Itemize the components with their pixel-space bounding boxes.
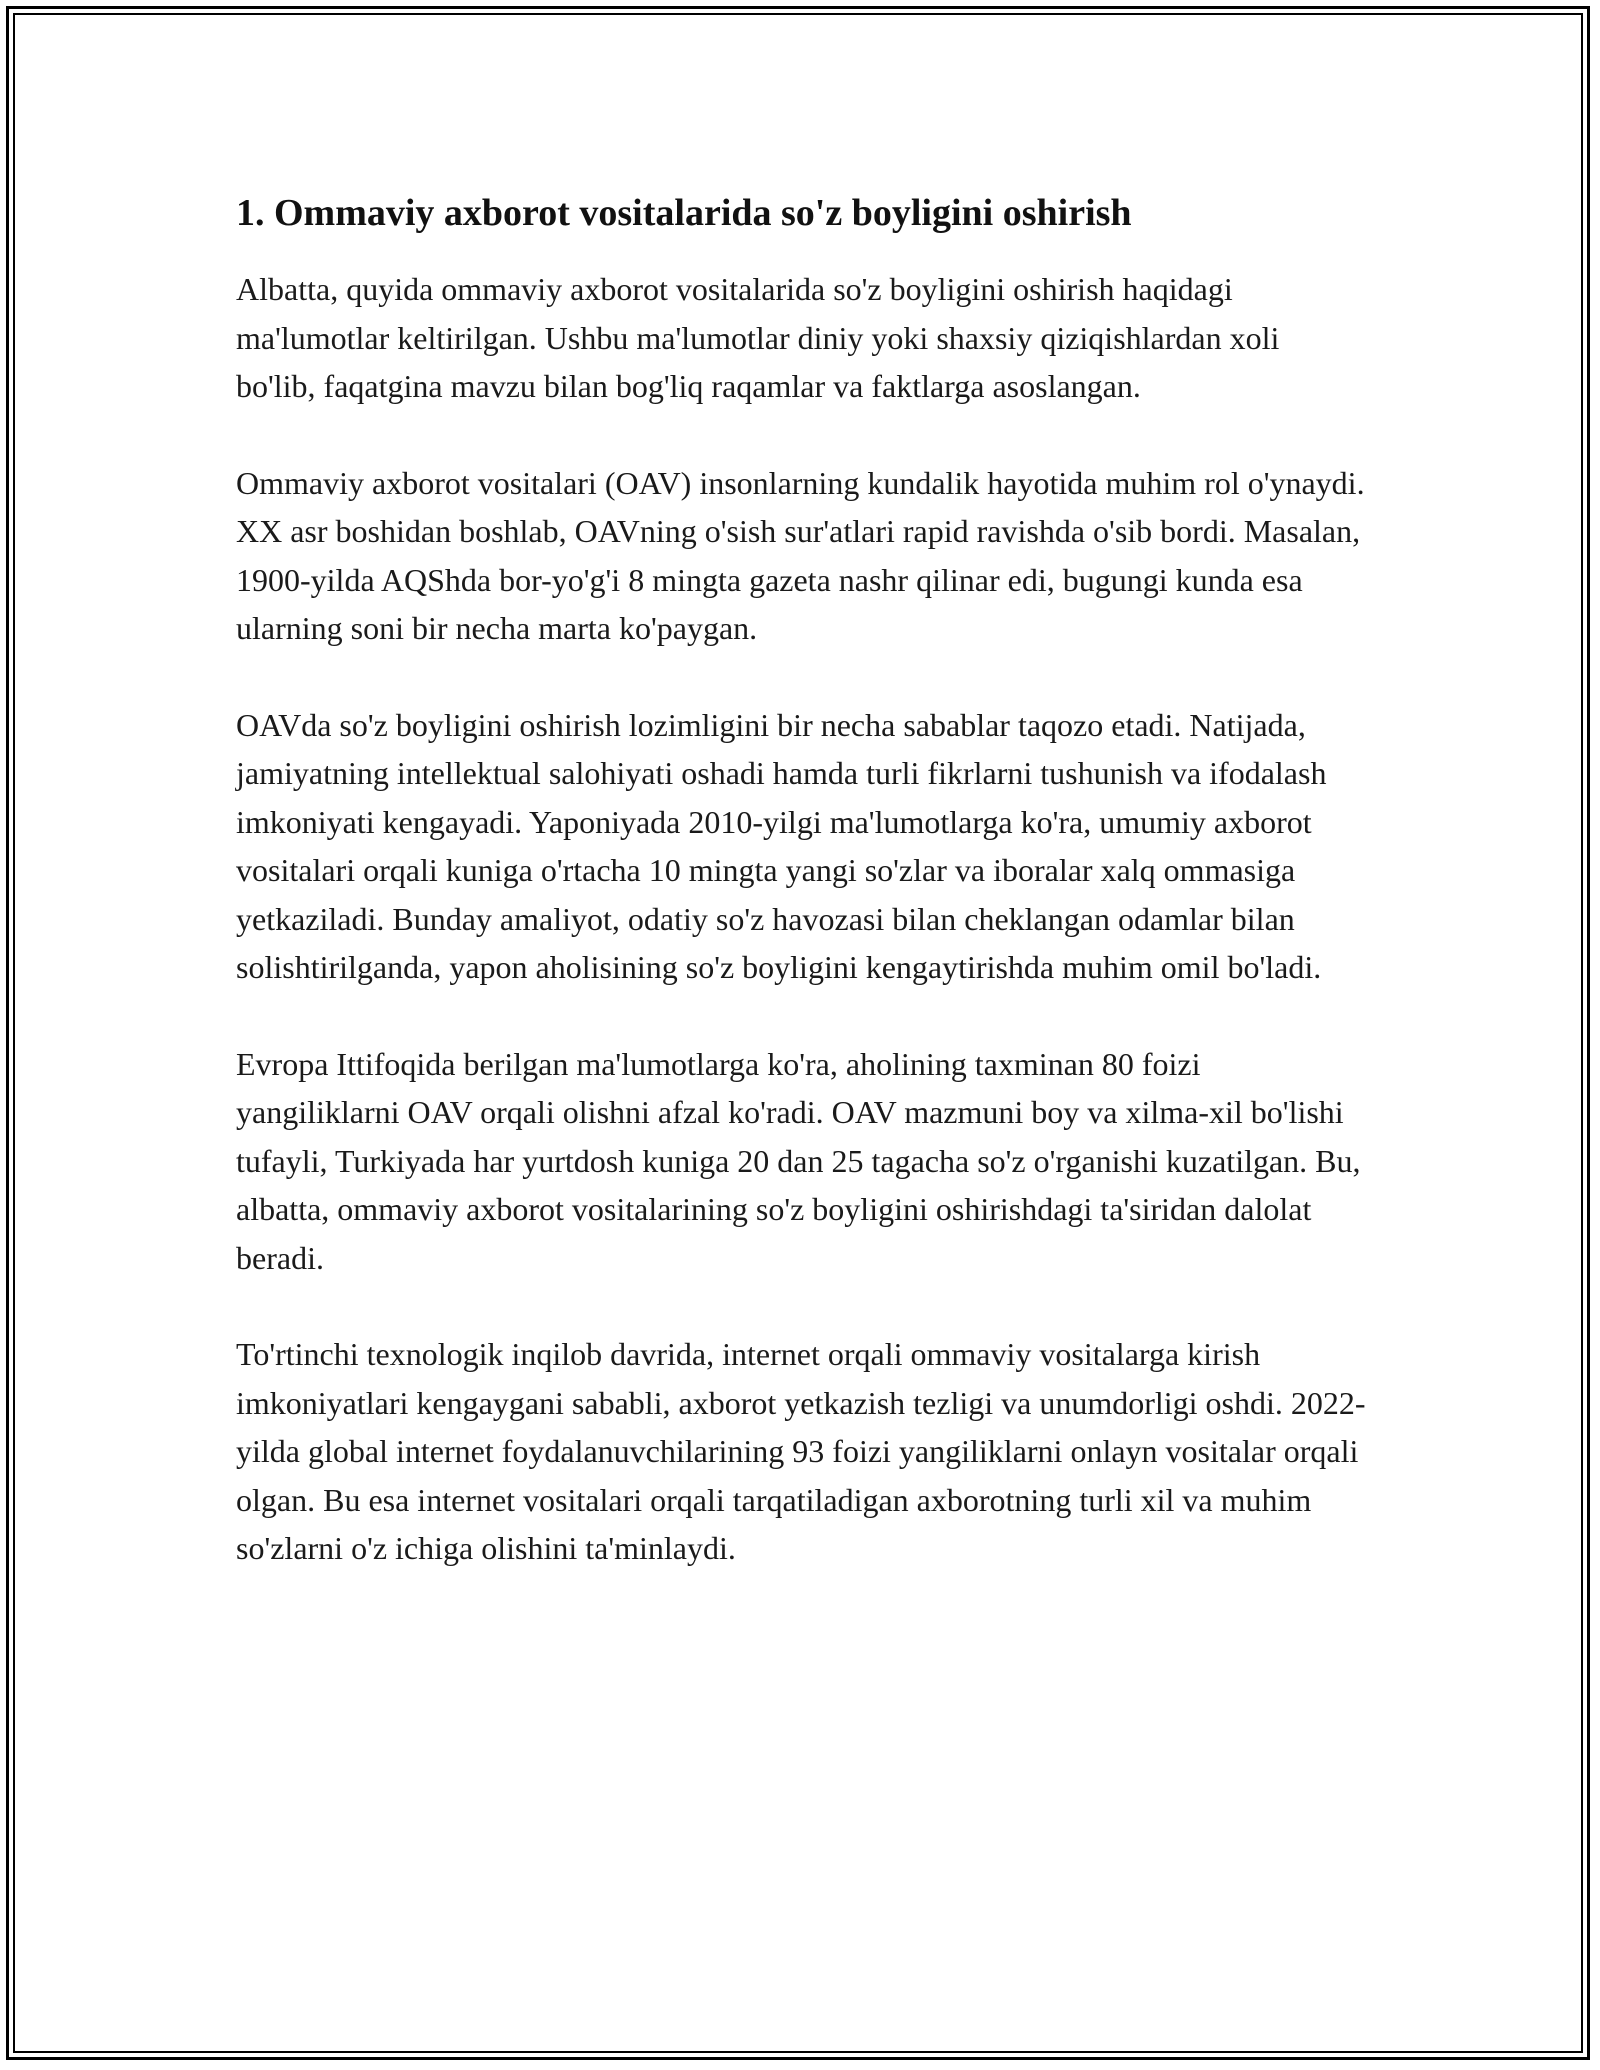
document-title: 1. Ommaviy axborot vositalarida so'z boyligini oshirish bbox=[236, 192, 1132, 234]
paragraph-oav-role: Ommaviy axborot vositalari (OAV) insonlarning kundalik hayotida muhim rol o'ynaydi. XX asr boshidan boshlab, OAVning o'sish sur'atlari rapid ravishda o'sib bordi. Masalan, 1900-yilda AQShda bor-yo'g'i 8 mingta gazeta nashr qilinar edi, bugungi kunda esa ularning soni bir necha marta ko'paygan. bbox=[236, 464, 1365, 646]
paragraph-europe-turkey: Evropa Ittifoqida berilgan ma'lumotlarga ko'ra, aholining taxminan 80 foizi yangiliklarni OAV orqali olishni afzal ko'radi. OAV mazmuni boy va xilma-xil bo'lishi tufayli, Turkiyada har yurtdosh kuniga 20 dan 25 tagacha so'z o'rganishi kuzatilgan. Bu, albatta, ommaviy axborot vositalarining so'z boyligini oshirishdagi ta'siridan dalolat beradi. bbox=[236, 1045, 1361, 1276]
paragraph-intro: Albatta, quyida ommaviy axborot vositalarida so'z boyligini oshirish haqidagi ma'lumotlar keltirilgan. Ushbu ma'lumotlar diniy yoki shaxsiy qiziqishlardan xoli bo'lib, faqatgina mavzu bilan bog'liq raqamlar va faktlarga asoslangan. bbox=[236, 271, 1280, 404]
paragraph-japan: OAVda so'z boyligini oshirish lozimligini bir necha sabablar taqozo etadi. Natijada, jamiyatning intellektual salohiyati oshadi hamda turli fikrlarni tushunish va ifodalash imkoniyati kengayadi. Yaponiyada 2010-yilgi ma'lumotlarga ko'ra, umumiy axborot vositalari orqali kuniga o'rtacha 10 mingta yangi so'zlar va iboralar xalq ommasiga yetkaziladi. Bunday amaliyot, odatiy so'z havozasi bilan cheklangan odamlar bilan solishtirilganda, yapon aholisining so'z boyligini kengaytirishda muhim omil bo'ladi. bbox=[236, 706, 1327, 985]
document-body bbox=[236, 187, 1366, 1621]
paragraph-internet: To'rtinchi texnologik inqilob davrida, internet orqali ommaviy vositalarga kirish imkoniyatlari kengaygani sababli, axborot yetkazish tezligi va unumdorligi oshdi. 2022-yilda global internet foydalanuvchilarining 93 foizi yangiliklarni onlayn vositalar orqali olgan. Bu esa internet vositalari orqali tarqatiladigan axborotning turli xil va muhim so'zlarni o'z ichiga olishini ta'minlaydi. bbox=[236, 1336, 1366, 1566]
